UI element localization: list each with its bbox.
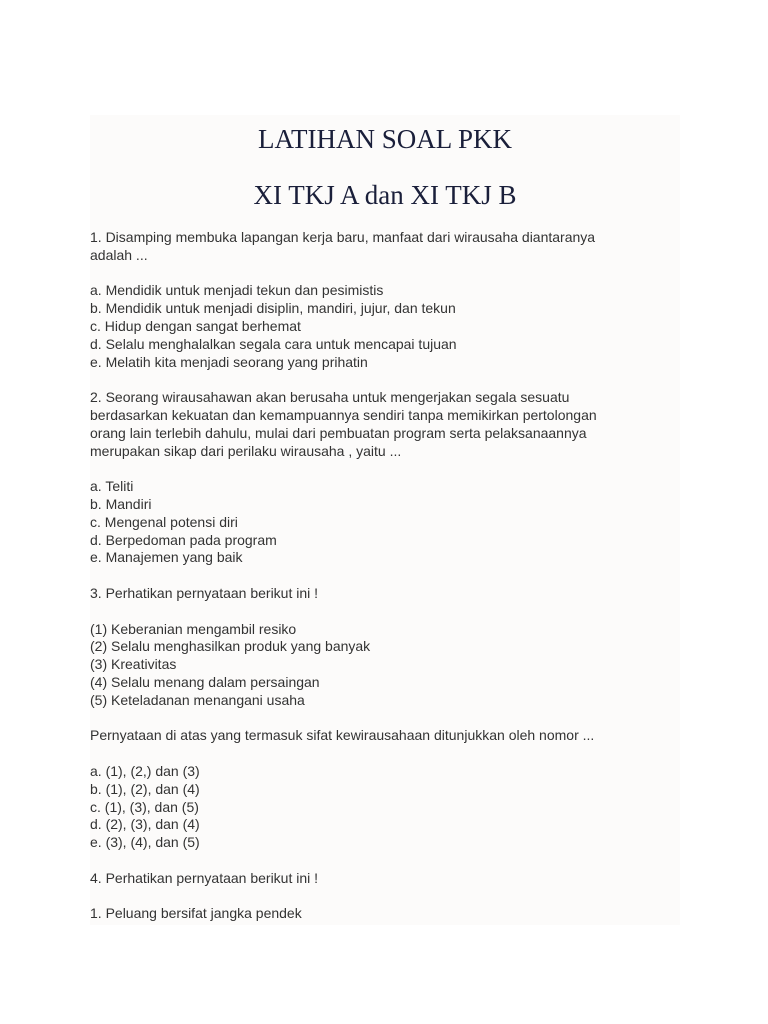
text-line: Pernyataan di atas yang termasuk sifat kewirausahaan ditunjukkan oleh nomor ...: [90, 727, 595, 744]
text-line: c. Hidup dengan sangat berhemat: [90, 317, 301, 334]
text-line: a. Teliti: [90, 478, 134, 495]
text-line: 1. Peluang bersifat jangka pendek: [90, 905, 302, 922]
text-block: [90, 585, 680, 603]
text-line: d. Selalu menghalalkan segala cara untuk mencapai tujuan: [90, 335, 457, 352]
text-line: b. Mendidik untuk menjadi disiplin, mandiri, jujur, dan tekun: [90, 300, 456, 317]
text-block: [90, 870, 680, 888]
text-line: b. (1), (2), dan (4): [90, 780, 200, 797]
text-block: [90, 478, 680, 567]
text-line: (5) Keteladanan menangani usaha: [90, 691, 305, 708]
text-line: 2. Seorang wirausahawan akan berusaha untuk mengerjakan segala sesuatu: [90, 389, 570, 406]
document-content: [90, 229, 680, 941]
text-line: a. (1), (2,) dan (3): [90, 762, 200, 779]
text-line: 4. Perhatikan pernyataan berikut ini !: [90, 869, 319, 886]
text-line: d. (2), (3), dan (4): [90, 816, 200, 833]
text-line: (4) Selalu menang dalam persaingan: [90, 673, 320, 690]
text-block: [90, 621, 680, 710]
text-block: [90, 763, 680, 852]
document-title: LATIHAN SOAL PKK: [258, 124, 512, 154]
text-line: adalah ...: [90, 246, 148, 263]
text-line: a. Mendidik untuk menjadi tekun dan pesimistis: [90, 282, 384, 299]
text-line: c. (1), (3), dan (5): [90, 798, 199, 815]
text-block: [90, 905, 680, 923]
text-block: [90, 229, 680, 265]
text-block: [90, 282, 680, 371]
text-line: (1) Keberanian mengambil resiko: [90, 620, 297, 637]
text-line: d. Berpedoman pada program: [90, 531, 277, 548]
text-line: 1. Disamping membuka lapangan kerja baru, manfaat dari wirausaha diantaranya: [90, 229, 596, 245]
text-line: e. Melatih kita menjadi seorang yang prihatin: [90, 353, 368, 370]
text-line: e. Manajemen yang baik: [90, 549, 243, 566]
text-line: e. (3), (4), dan (5): [90, 834, 200, 851]
document-subtitle: XI TKJ A dan XI TKJ B: [253, 180, 517, 210]
text-block: [90, 389, 680, 460]
text-line: berdasarkan kekuatan dan kemampuannya sendiri tanpa memikirkan pertolongan: [90, 406, 597, 423]
text-line: 3. Perhatikan pernyataan berikut ini !: [90, 584, 319, 601]
text-line: (3) Kreativitas: [90, 656, 177, 673]
text-line: (2) Selalu menghasilkan produk yang banyak: [90, 638, 371, 655]
text-block: [90, 727, 680, 745]
document-page: [90, 115, 680, 925]
text-line: orang lain terlebih dahulu, mulai dari pembuatan program serta pelaksanaannya: [90, 424, 587, 441]
text-line: b. Mandiri: [90, 495, 152, 512]
text-line: c. Mengenal potensi diri: [90, 513, 238, 530]
text-line: merupakan sikap dari perilaku wirausaha , yaitu ...: [90, 442, 402, 459]
